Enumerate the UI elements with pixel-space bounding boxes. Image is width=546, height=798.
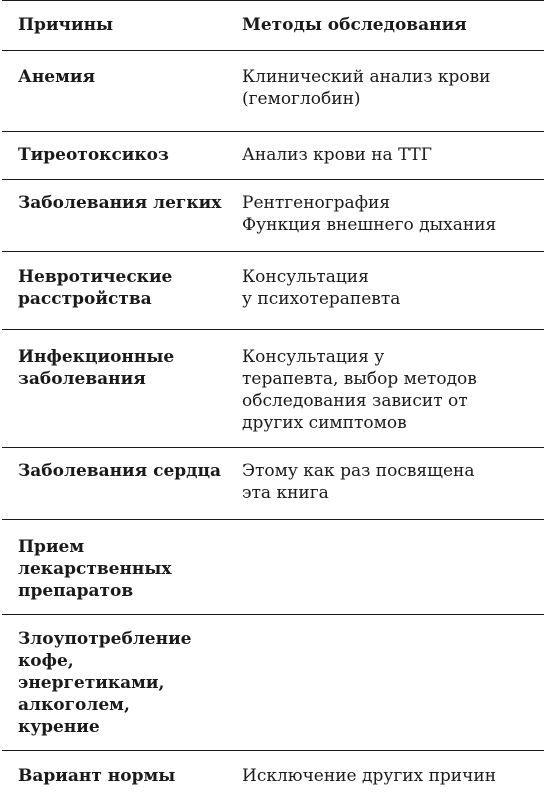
cause-line: Вариант нормы: [18, 766, 176, 786]
method-cell: [240, 192, 540, 251]
method-line: Консультация: [242, 267, 369, 287]
method-line: эта книга: [242, 483, 329, 503]
method-line: Исключение других причин: [242, 766, 497, 786]
table-row: [2, 520, 544, 615]
cause-line: курение: [18, 717, 100, 737]
method-line: других симптомов: [242, 413, 407, 433]
table-row: [2, 51, 544, 132]
method-cell: [240, 266, 540, 329]
cause-cell: [2, 144, 240, 179]
cause-line: расстройства: [18, 289, 152, 309]
method-cell: [240, 765, 540, 797]
method-line: у психотерапевта: [242, 289, 401, 309]
cause-cell: [2, 628, 240, 750]
cause-line: кофе,: [18, 651, 74, 671]
header-method: Методы обследования: [242, 15, 467, 35]
method-cell: [240, 536, 540, 614]
method-cell: [240, 346, 540, 447]
cause-line: Инфекционные: [18, 347, 175, 367]
cause-cell: [2, 266, 240, 329]
cause-line: Невротические: [18, 267, 173, 287]
method-line: Функция внешнего дыхания: [242, 215, 497, 235]
cause-line: Тиреотоксикоз: [18, 145, 169, 165]
method-line: Консультация у: [242, 347, 385, 367]
cause-line: Злоупотребление: [18, 629, 192, 649]
method-line: Клинический анализ крови: [242, 67, 491, 87]
table-row: [2, 132, 544, 180]
cause-cell: [2, 346, 240, 447]
causes-methods-table: [2, 0, 544, 797]
cause-line: Анемия: [18, 67, 96, 87]
method-line: Рентгенография: [242, 193, 391, 213]
cause-line: лекарственных: [18, 559, 172, 579]
table-row: [2, 448, 544, 520]
table-row: [2, 615, 544, 751]
table-row: [2, 751, 544, 797]
table-row: [2, 180, 544, 252]
cause-cell: [2, 460, 240, 519]
method-cell: [240, 144, 540, 179]
method-line: Анализ крови на ТТГ: [242, 145, 432, 165]
method-line: Этому как раз посвящена: [242, 461, 475, 481]
header-cause: Причины: [18, 15, 114, 35]
table-row: [2, 330, 544, 448]
cause-cell: [2, 66, 240, 131]
method-line: терапевта, выбор методов: [242, 369, 477, 389]
cause-line: Прием: [18, 537, 85, 557]
table-header-row: [2, 1, 544, 51]
cause-line: Заболевания сердца: [18, 461, 222, 481]
cause-cell: [2, 765, 240, 797]
method-line: (гемоглобин): [242, 89, 361, 109]
cause-line: Заболевания легких: [18, 193, 222, 213]
cause-cell: [2, 192, 240, 251]
cause-cell: [2, 536, 240, 614]
method-cell: [240, 460, 540, 519]
cause-line: энергетиками,: [18, 673, 165, 693]
method-cell: [240, 628, 540, 750]
cause-line: заболевания: [18, 369, 146, 389]
method-line: обследования зависит от: [242, 391, 468, 411]
cause-line: препаратов: [18, 581, 134, 601]
table-row: [2, 252, 544, 330]
cause-line: алкоголем,: [18, 695, 130, 715]
method-cell: [240, 66, 540, 131]
